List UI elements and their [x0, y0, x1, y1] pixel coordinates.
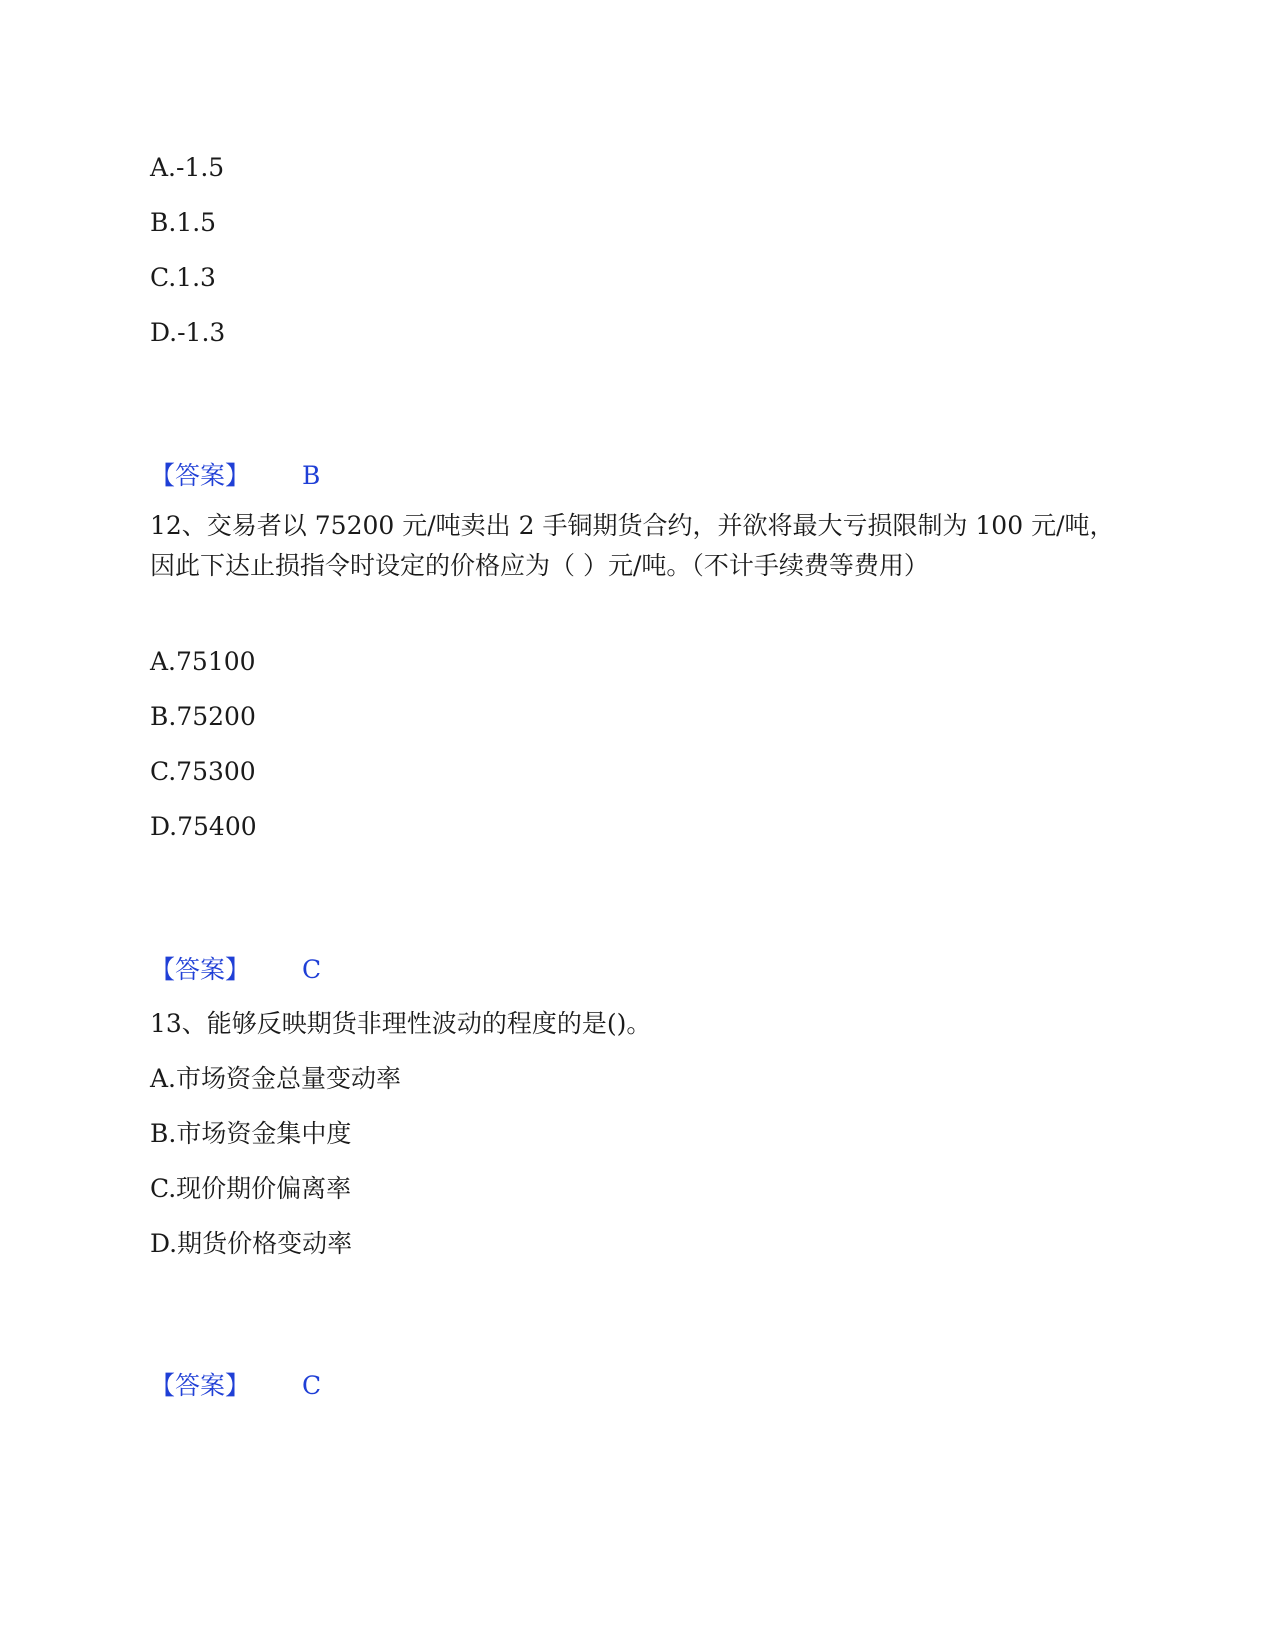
q13-option-b: B.市场资金集中度	[150, 1119, 352, 1148]
q12-stem: 12、交易者以 75200 元/吨卖出 2 手铜期货合约，并欲将最大亏损限制为 100 元/吨，因此下达止损指令时设定的价格应为（ ）元/吨。（不计手续费等费用）	[150, 511, 1115, 580]
answer-label: 【答案】	[150, 1371, 251, 1400]
answer-label: 【答案】	[150, 461, 251, 490]
q11-option-d: D.-1.3	[150, 318, 226, 347]
q13-option-a: A.市场资金总量变动率	[150, 1064, 402, 1093]
answer-label: 【答案】	[150, 955, 251, 984]
q11-option-c: C.1.3	[150, 263, 216, 292]
q13-option-c: C.现价期价偏离率	[150, 1174, 352, 1203]
q13-answer	[150, 1366, 321, 1406]
q11-option-a: A.-1.5	[150, 153, 225, 182]
q12-answer	[150, 950, 321, 990]
q13-option-d: D.期货价格变动率	[150, 1229, 353, 1258]
q12-option-b: B.75200	[150, 702, 256, 731]
q11-answer	[150, 456, 320, 496]
q11-option-b: B.1.5	[150, 208, 217, 237]
answer-value: C	[302, 955, 322, 984]
q13-stem: 13、能够反映期货非理性波动的程度的是()。	[150, 1009, 652, 1038]
q12-option-c: C.75300	[150, 757, 256, 786]
q12-option-d: D.75400	[150, 812, 257, 841]
q12-option-a: A.75100	[150, 647, 256, 676]
answer-value: B	[302, 461, 321, 490]
answer-value: C	[302, 1371, 322, 1400]
